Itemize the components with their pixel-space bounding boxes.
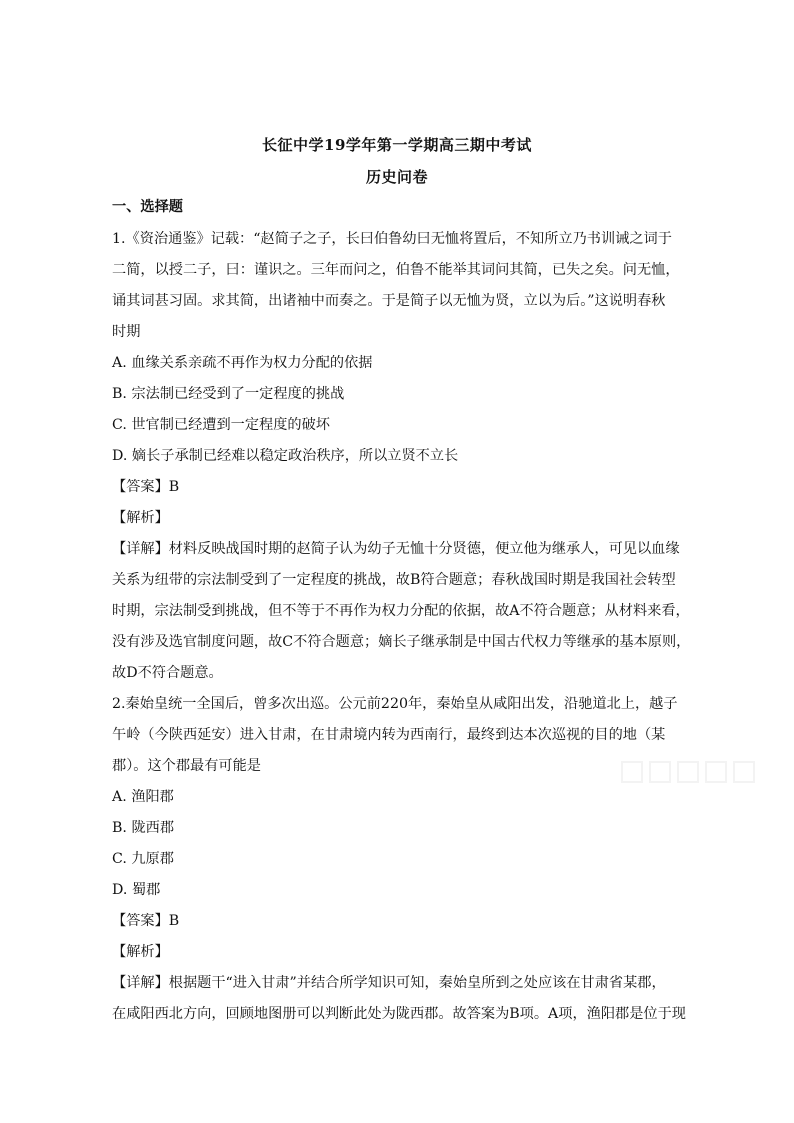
q1-detail-line: 【详解】材料反映战国时期的赵简子认为幼子无恤十分贤德，便立他为继承人，可见以血缘 xyxy=(112,541,680,557)
exam-title: 长征中学19学年第一学期高三期中考试 xyxy=(262,136,532,154)
q1-analysis-label: 【解析】 xyxy=(112,510,169,526)
q2-detail-line: 在咸阳西北方向，回顾地图册可以判断此处为陇西郡。故答案为B项。A项，渔阳郡是位于现 xyxy=(112,1006,686,1022)
q2-option-d: D. 蜀郡 xyxy=(112,882,161,898)
q1-detail-line: 关系为纽带的宗法制受到了一定程度的挑战，故B符合题意；春秋战国时期是我国社会转型 xyxy=(112,572,676,588)
q1-stem-line: 诵其词甚习固。求其简，出诸袖中而奏之。于是简子以无恤为贤，立以为后。”这说明春秋 xyxy=(112,293,666,309)
watermark-mark-icon xyxy=(620,758,770,786)
q2-stem-line: 午岭（今陕西延安）进入甘肃，在甘肃境内转为西南行，最终到达本次巡视的目的地（某 xyxy=(112,727,666,743)
q2-stem-line: 郡）。这个郡最有可能是 xyxy=(112,758,261,774)
q1-detail-line: 故D不符合题意。 xyxy=(112,665,223,681)
q1-stem-line: 1.《资治通鉴》记载：“赵简子之子，长曰伯鲁幼曰无恤将置后，不知所立乃书训诫之词于 xyxy=(112,231,672,247)
q1-option-d: D. 嫡长子承制已经难以稳定政治秩序，所以立贤不立长 xyxy=(112,448,459,464)
q2-stem-line: 2.秦始皇统一全国后，曾多次出巡。公元前220年，秦始皇从咸阳出发，沿驰道北上，越子 xyxy=(112,696,678,712)
q2-option-c: C. 九原郡 xyxy=(112,851,174,867)
q1-detail-line: 没有涉及选官制度问题，故C不符合题意；嫡长子继承制是中国古代权力等继承的基本原则， xyxy=(112,634,691,650)
watermark-logo xyxy=(620,758,770,791)
q1-answer: 【答案】B xyxy=(112,479,180,495)
exam-subtitle: 历史问卷 xyxy=(365,168,428,186)
q1-stem-line: 时期 xyxy=(112,324,141,340)
q2-answer: 【答案】B xyxy=(112,913,180,929)
q2-analysis-label: 【解析】 xyxy=(112,944,169,960)
q1-option-b: B. 宗法制已经受到了一定程度的挑战 xyxy=(112,386,345,402)
q1-stem-line: 二简，以授二子，曰：谨识之。三年而问之，伯鲁不能举其词问其简，已失之矣。问无恤， xyxy=(112,262,680,278)
q1-option-a: A. 血缘关系亲疏不再作为权力分配的依据 xyxy=(112,355,373,371)
section-heading: 一、选择题 xyxy=(112,199,183,215)
q2-detail-line: 【详解】根据题干“进入甘肃”并结合所学知识可知，秦始皇所到之处应该在甘肃省某郡， xyxy=(112,975,666,991)
q2-option-a: A. 渔阳郡 xyxy=(112,789,174,805)
q1-detail-line: 时期，宗法制受到挑战，但不等于不再作为权力分配的依据，故A不符合题意；从材料来看， xyxy=(112,603,690,619)
q1-option-c: C. 世官制已经遭到一定程度的破坏 xyxy=(112,417,330,433)
q2-option-b: B. 陇西郡 xyxy=(112,820,175,836)
